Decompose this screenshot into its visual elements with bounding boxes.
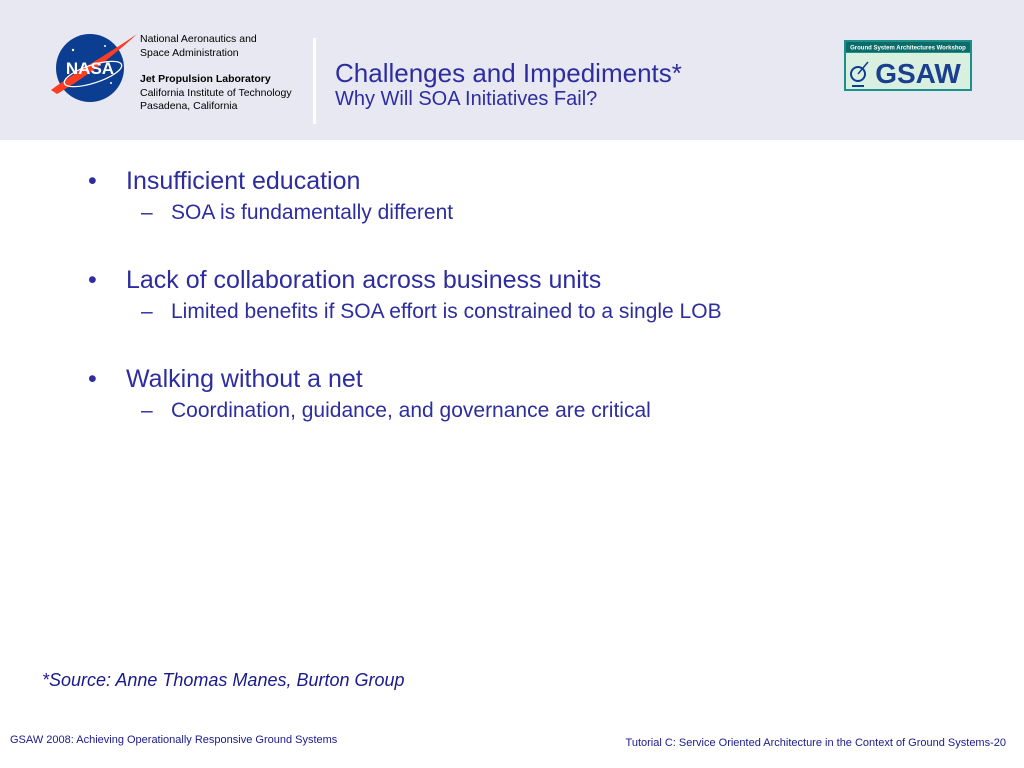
sub-bullet-dash: – xyxy=(141,300,153,323)
bullet-text: Walking without a net xyxy=(126,365,363,393)
bullet-item xyxy=(88,264,988,296)
sub-bullet-item xyxy=(88,296,988,328)
slide-header xyxy=(0,0,1024,140)
bullet-dot: • xyxy=(88,365,97,393)
bullet-text: Insufficient education xyxy=(126,167,361,195)
footer-left: GSAW 2008: Achieving Operationally Responsive Ground Systems xyxy=(10,734,338,746)
bullet-text: Lack of collaboration across business units xyxy=(126,266,602,294)
gsaw-banner-text: Ground System Architectures Workshop xyxy=(850,45,966,52)
sub-bullet-text: Coordination, guidance, and governance are critical xyxy=(171,399,651,422)
slide-title: Challenges and Impediments* xyxy=(335,58,682,88)
bullet-group xyxy=(88,264,988,328)
gsaw-logo-text: GSAW xyxy=(875,58,961,89)
institute-name: California Institute of Technology xyxy=(140,86,292,99)
location: Pasadena, California xyxy=(140,100,238,112)
footer-right: Tutorial C: Service Oriented Architecture in the Context of Ground Systems-20 xyxy=(625,737,1006,749)
bullet-item xyxy=(88,363,988,395)
agency-name-line1: National Aeronautics and xyxy=(140,33,257,45)
sub-bullet-item xyxy=(88,395,988,427)
source-citation: *Source: Anne Thomas Manes, Burton Group xyxy=(42,670,405,690)
bullet-group xyxy=(88,165,988,229)
bullet-item xyxy=(88,165,988,197)
sub-bullet-dash: – xyxy=(141,201,153,224)
slide-content xyxy=(88,165,988,462)
sub-bullet-text: SOA is fundamentally different xyxy=(171,201,454,224)
gsaw-logo xyxy=(844,40,972,91)
sub-bullet-item xyxy=(88,197,988,229)
nasa-logo xyxy=(45,28,141,108)
lab-name: Jet Propulsion Laboratory xyxy=(140,73,271,85)
title-block xyxy=(335,58,682,110)
sub-bullet-dash: – xyxy=(141,399,153,422)
sub-bullet-text: Limited benefits if SOA effort is constrained to a single LOB xyxy=(171,300,722,323)
bullet-dot: • xyxy=(88,266,97,294)
slide-subtitle: Why Will SOA Initiatives Fail? xyxy=(335,88,598,110)
organization-info xyxy=(140,33,315,114)
bullet-dot: • xyxy=(88,167,97,195)
bullet-group xyxy=(88,363,988,427)
agency-name-line2: Space Administration xyxy=(140,46,239,59)
nasa-logo-text: NASA xyxy=(65,59,115,78)
header-divider xyxy=(313,38,316,124)
